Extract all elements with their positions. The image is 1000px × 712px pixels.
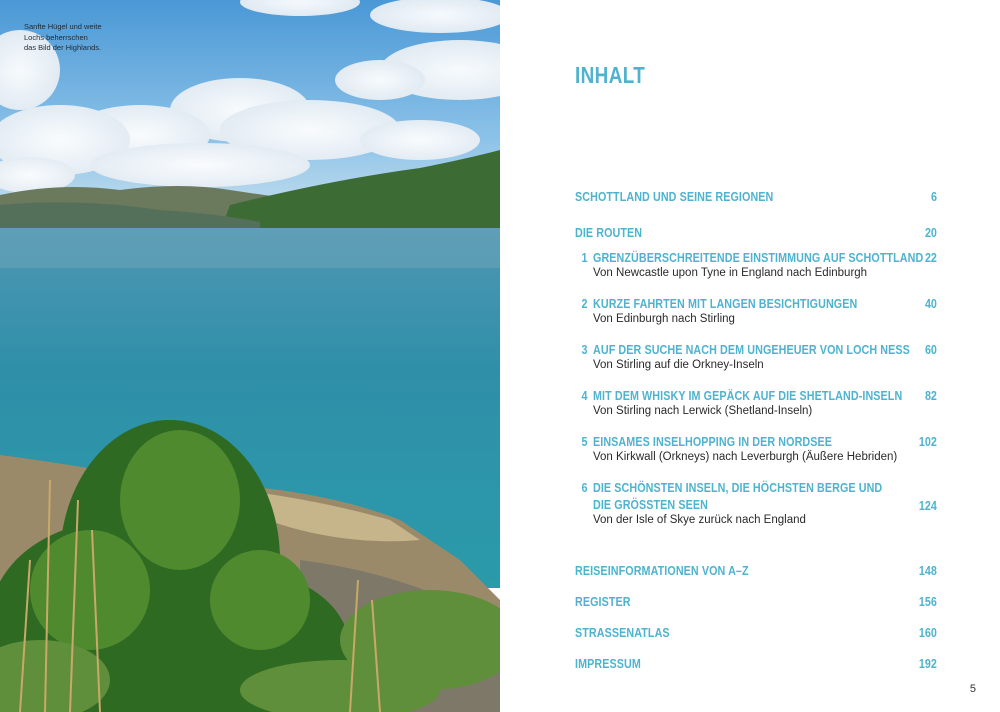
route-subtitle: Von der Isle of Skye zurück nach England [593, 514, 806, 526]
toc-page-number: 192 [919, 657, 937, 671]
route-number: 2 [581, 297, 588, 311]
toc-entry-label: REISEINFORMATIONEN VON A–Z [575, 564, 749, 578]
route-number: 3 [581, 343, 588, 357]
toc-entry-routen[interactable] [575, 226, 937, 240]
toc-page-number: 156 [919, 595, 937, 609]
toc-page-number: 22 [925, 251, 937, 265]
toc-page [500, 0, 1000, 712]
toc-entry-label: REGISTER [575, 595, 631, 609]
route-number: 6 [581, 481, 588, 495]
toc-entry-label: SCHOTTLAND UND SEINE REGIONEN [575, 190, 774, 204]
page-folio: 5 [969, 683, 976, 695]
toc-page-number: 20 [925, 226, 937, 240]
route-subtitle: Von Stirling nach Lerwick (Shetland-Inseln) [593, 405, 813, 417]
toc-route-2[interactable] [575, 297, 937, 325]
toc-entry-impressum[interactable] [575, 657, 937, 671]
toc-entry-schottland[interactable] [575, 190, 937, 204]
toc-page-number: 124 [919, 499, 937, 513]
route-title-line: DIE SCHÖNSTEN INSELN, DIE HÖCHSTEN BERGE UND [593, 481, 883, 495]
toc-page-number: 60 [925, 343, 937, 357]
toc-page-number: 40 [925, 297, 937, 311]
toc-page-number: 148 [919, 564, 937, 578]
route-subtitle: Von Edinburgh nach Stirling [593, 313, 735, 325]
route-subtitle: Von Stirling auf die Orkney-Inseln [593, 359, 764, 371]
route-subtitle: Von Kirkwall (Orkneys) nach Leverburgh (Äußere Hebriden) [593, 451, 898, 463]
toc-entry-register[interactable] [575, 595, 937, 609]
toc-page-number: 102 [919, 435, 937, 449]
toc-route-6[interactable] [575, 481, 937, 526]
toc-title: INHALT [575, 62, 646, 88]
toc-route-5[interactable] [575, 435, 937, 463]
caption-line: das Bild der Highlands. [24, 43, 102, 52]
route-number: 5 [581, 435, 588, 449]
route-number: 1 [581, 251, 588, 265]
route-title: KURZE FAHRTEN MIT LANGEN BESICHTIGUNGEN [593, 297, 858, 311]
photo-caption [24, 22, 134, 54]
toc-entry-label: DIE ROUTEN [575, 226, 643, 240]
toc-entry-label: IMPRESSUM [575, 657, 641, 671]
route-title: AUF DER SUCHE NACH DEM UNGEHEUER VON LOCH NESS [593, 343, 910, 357]
route-title: GRENZÜBERSCHREITENDE EINSTIMMUNG AUF SCHOTTLAND [593, 251, 924, 265]
toc-route-3[interactable] [575, 343, 937, 371]
route-title-line: DIE GRÖSSTEN SEEN [593, 498, 708, 512]
toc-route-4[interactable] [575, 389, 937, 417]
toc-entry-reiseinformationen[interactable] [575, 564, 937, 578]
route-title: MIT DEM WHISKY IM GEPÄCK AUF DIE SHETLAND-INSELN [593, 389, 903, 403]
toc-entry-strassenatlas[interactable] [575, 626, 937, 640]
toc-page-number: 6 [931, 190, 937, 204]
route-title: EINSAMES INSELHOPPING IN DER NORDSEE [593, 435, 833, 449]
toc-page-number: 82 [925, 389, 937, 403]
toc-route-1[interactable] [575, 251, 937, 279]
route-subtitle: Von Newcastle upon Tyne in England nach Edinburgh [593, 267, 868, 279]
toc-entry-label: STRASSENATLAS [575, 626, 670, 640]
caption-line: Sanfte Hügel und weite [24, 22, 102, 31]
caption-line: Lochs beherrschen [24, 32, 88, 42]
toc-page-number: 160 [919, 626, 937, 640]
route-number: 4 [581, 389, 588, 403]
